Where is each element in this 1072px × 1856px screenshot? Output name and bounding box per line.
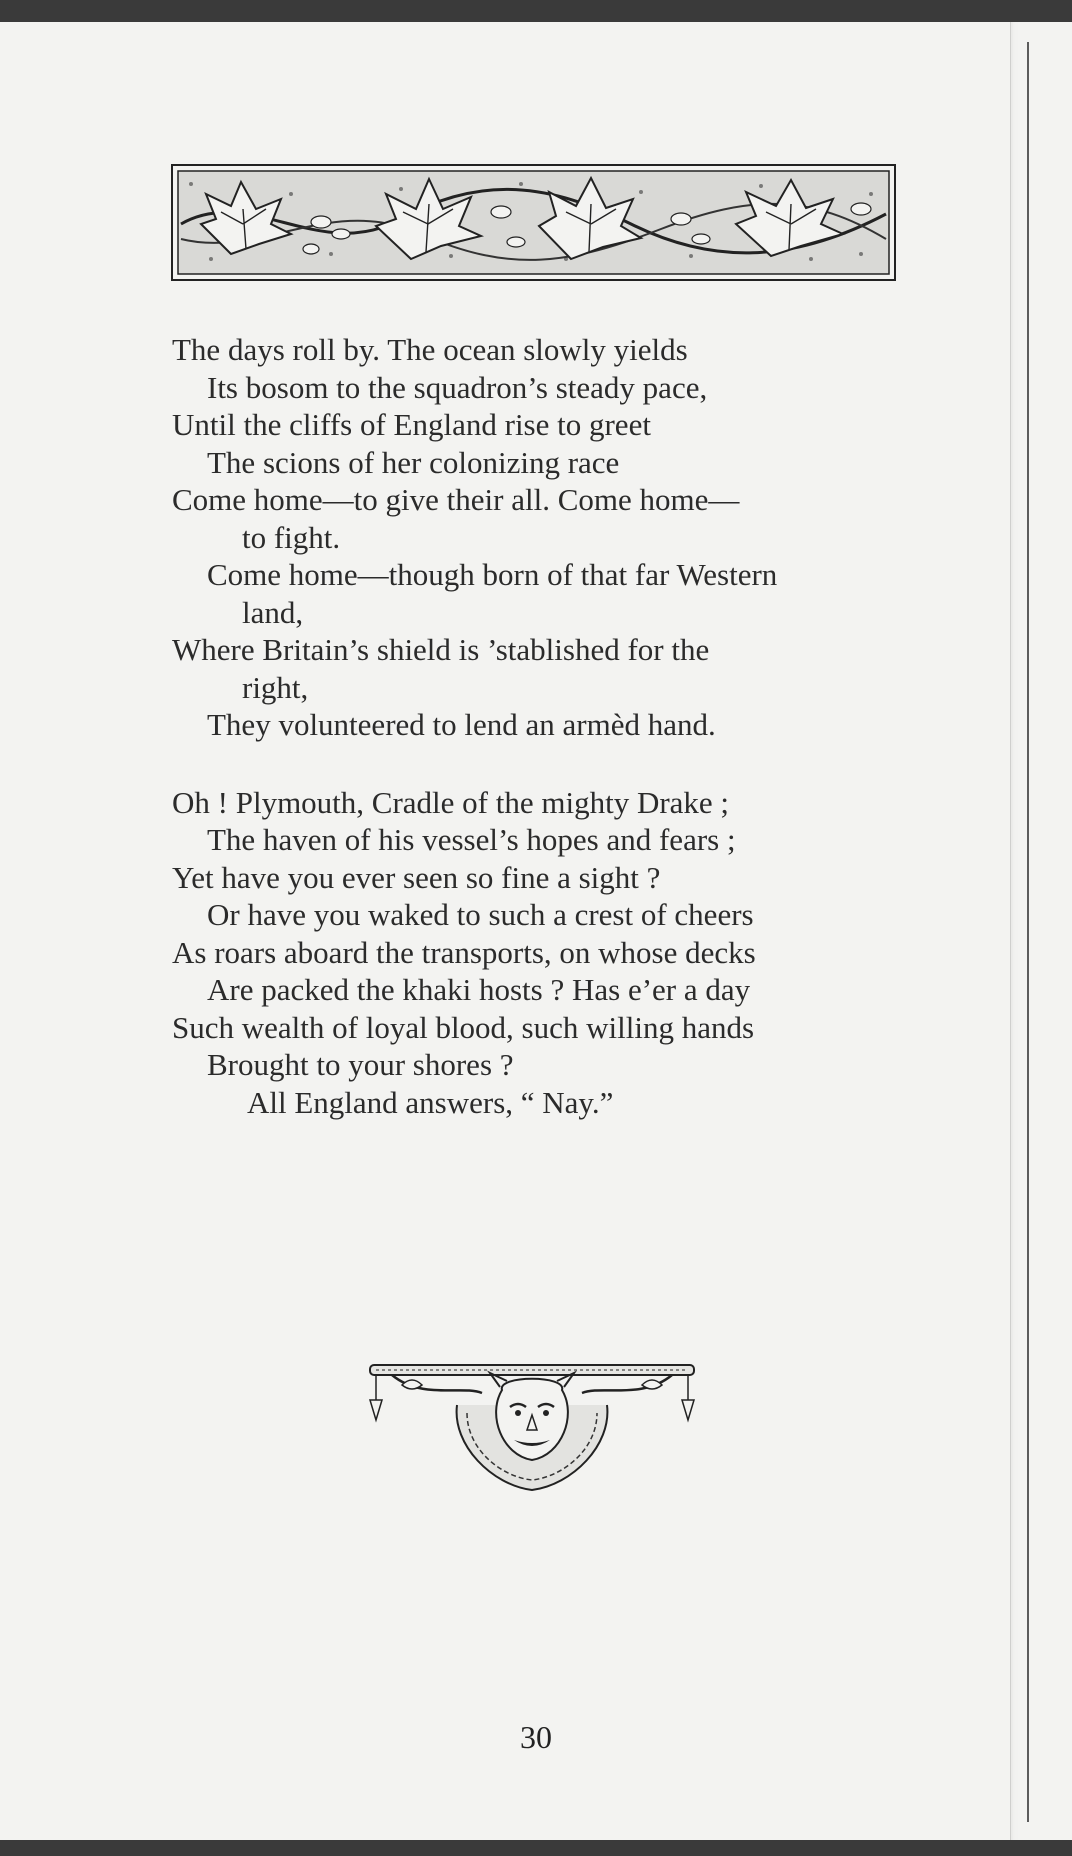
poem-text bbox=[172, 331, 897, 1121]
verse-line: Oh ! Plymouth, Cradle of the mighty Drake ; bbox=[172, 784, 730, 820]
verse-line: Come home—though born of that far Western bbox=[207, 557, 778, 592]
verse-line: The days roll by. The ocean slowly yields bbox=[172, 332, 688, 367]
verse-line: The haven of his vessel’s hopes and fears ; bbox=[207, 822, 736, 857]
book-page bbox=[0, 22, 1072, 1840]
verse-line: Are packed the khaki hosts ? Has e’er a day bbox=[207, 972, 751, 1007]
verse-line: land, bbox=[242, 594, 304, 630]
page-edge bbox=[1010, 22, 1072, 1840]
verse-line: The scions of her colonizing race bbox=[207, 444, 620, 480]
stanza-break bbox=[172, 744, 897, 784]
verse-line: Until the cliffs of England rise to greet bbox=[172, 407, 651, 442]
verse-line: Come home—to give their all. Come home— bbox=[172, 482, 740, 517]
verse-line: They volunteered to lend an armèd hand. bbox=[207, 707, 716, 742]
page-edge-line bbox=[1027, 42, 1029, 1822]
verse-line: As roars aboard the transports, on whose decks bbox=[172, 934, 756, 970]
verse-line: Such wealth of loyal blood, such willing hands bbox=[172, 1009, 755, 1045]
verse-line: Or have you waked to such a crest of cheers bbox=[207, 897, 754, 932]
verse-line: Yet have you ever seen so fine a sight ? bbox=[172, 859, 661, 895]
stanza-1 bbox=[172, 331, 897, 744]
verse-line: Where Britain’s shield is ’stablished for the bbox=[172, 632, 710, 667]
verse-line: Brought to your shores ? bbox=[207, 1047, 514, 1082]
vine-leaf-headpiece-ornament bbox=[171, 164, 896, 281]
verse-line: Its bosom to the squadron’s steady pace, bbox=[207, 369, 708, 405]
mask-tailpiece-ornament bbox=[362, 1345, 702, 1495]
stanza-2 bbox=[172, 784, 897, 1122]
verse-line: All England answers, “ Nay.” bbox=[247, 1084, 614, 1120]
page-number: 30 bbox=[520, 1719, 552, 1755]
verse-line: right, bbox=[242, 669, 309, 705]
verse-line: to fight. bbox=[242, 519, 341, 555]
